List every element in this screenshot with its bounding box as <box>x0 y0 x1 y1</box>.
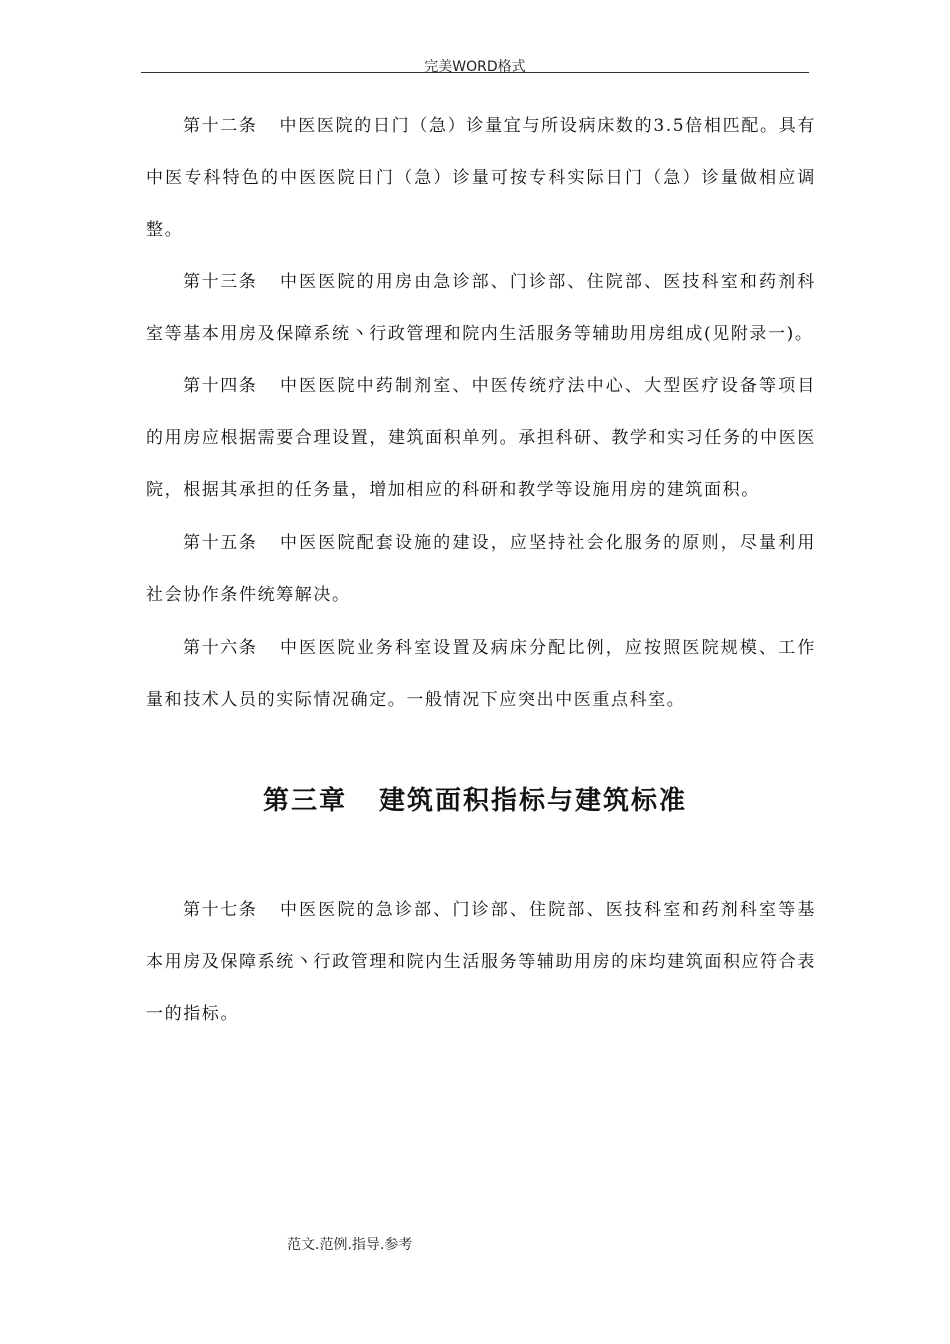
article-12 <box>146 100 816 256</box>
article-15 <box>146 517 816 621</box>
chapter-number: 第三章 <box>262 786 347 816</box>
article-text: 中医医院的用房由急诊部、门诊部、住院部、医技科室和药剂科室等基本用房及保障系统丶行政管理和院内生活服务等辅助用房组成(见附录一)。 <box>146 272 816 344</box>
article-number: 第十七条 <box>183 900 258 920</box>
article-14 <box>146 360 816 516</box>
page-footer: 范文.范例.指导.参考 <box>287 1237 413 1253</box>
article-text: 中医医院配套设施的建设，应坚持社会化服务的原则，尽量利用社会协作条件统筹解决。 <box>146 533 816 605</box>
article-text: 中医医院的日门（急）诊量宜与所设病床数的3.5倍相匹配。具有中医专科特色的中医医院日门（急）诊量可按专科实际日门（急）诊量做相应调整。 <box>146 116 816 240</box>
article-13 <box>146 256 816 360</box>
article-number: 第十六条 <box>183 638 258 658</box>
article-text: 中医医院中药制剂室、中医传统疗法中心、大型医疗设备等项目的用房应根据需要合理设置，建筑面积单列。承担科研、教学和实习任务的中医医院，根据其承担的任务量，增加相应的科研和教学等设施用房的建筑面积。 <box>146 376 816 500</box>
article-number: 第十三条 <box>183 272 258 292</box>
page-header: 完美WORD格式 <box>424 59 526 75</box>
article-number: 第十四条 <box>183 376 258 396</box>
article-number: 第十二条 <box>183 116 258 136</box>
article-text: 中医医院业务科室设置及病床分配比例，应按照医院规模、工作量和技术人员的实际情况确定。一般情况下应突出中医重点科室。 <box>146 638 816 710</box>
article-17 <box>146 884 816 1040</box>
article-16 <box>146 622 816 726</box>
article-number: 第十五条 <box>183 533 258 553</box>
chapter-title: 建筑面积指标与建筑标准 <box>379 786 688 816</box>
article-text: 中医医院的急诊部、门诊部、住院部、医技科室和药剂科室等基本用房及保障系统丶行政管理和院内生活服务等辅助用房的床均建筑面积应符合表一的指标。 <box>146 900 816 1024</box>
header-rule <box>141 72 809 73</box>
chapter-heading <box>0 780 950 817</box>
